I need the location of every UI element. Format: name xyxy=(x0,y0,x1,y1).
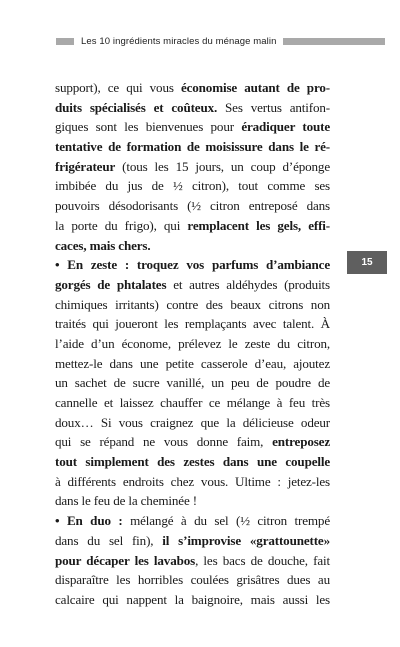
bold-text: • xyxy=(55,513,67,529)
text-line xyxy=(55,551,330,571)
body-text xyxy=(55,78,330,610)
bold-text: entreposez xyxy=(272,434,330,450)
text-run: disparaître les horribles coulées grisâtres dues au xyxy=(55,572,330,588)
text-line xyxy=(55,432,330,452)
text-run: calcaire qui nappent la baignoire, mais aussi les xyxy=(55,591,330,607)
bold-text: il s’improvise «grattounette» xyxy=(162,532,330,548)
header-rule-right xyxy=(283,38,385,45)
text-line xyxy=(55,78,330,98)
text-line xyxy=(55,334,330,354)
text-run: mélangé à du sel (½ citron trempé xyxy=(122,513,330,529)
bold-text: tout simplement des zestes dans une coupelle xyxy=(55,454,330,470)
text-line xyxy=(55,413,330,433)
text-run: à différents endroits chez vous. Ultime : jetez-les xyxy=(55,473,330,489)
text-line xyxy=(55,117,330,137)
text-line xyxy=(55,373,330,393)
text-line xyxy=(55,98,330,118)
text-run: (tous les 15 jours, un coup d’éponge xyxy=(115,158,330,174)
text-line xyxy=(55,491,330,511)
text-line xyxy=(55,393,330,413)
text-run: pouvoirs désodorisants (½ citron entreposé dans xyxy=(55,198,330,214)
text-line xyxy=(55,137,330,157)
bold-text: gorgés de phtalates xyxy=(55,276,167,292)
bold-text: En zeste : troquez vos parfums d’ambiance xyxy=(67,257,330,273)
text-line xyxy=(55,570,330,590)
text-run: la porte du frigo), qui xyxy=(55,217,188,233)
bold-text: caces, mais chers. xyxy=(55,237,151,253)
text-run: Ses vertus antifon- xyxy=(217,99,330,115)
bold-text: éradiquer toute xyxy=(241,119,330,135)
bold-text: duits spécialisés et coûteux. xyxy=(55,99,218,115)
text-line xyxy=(55,157,330,177)
bold-text: frigérateur xyxy=(55,158,116,174)
text-run: l’aide d’un économe, prélevez le zeste du citron, xyxy=(55,335,330,351)
bold-text: • xyxy=(55,257,68,273)
bold-text: économise autant de pro- xyxy=(180,80,330,95)
text-line xyxy=(55,295,330,315)
bold-text: tentative de formation de moisissure dans le ré- xyxy=(55,139,330,155)
text-run: traités qui joueront les remplaçants avec talent. À xyxy=(55,316,330,332)
running-header xyxy=(56,34,385,48)
bold-text: remplacent les gels, effi- xyxy=(187,217,330,233)
text-line xyxy=(55,452,330,472)
text-line xyxy=(55,590,330,610)
text-run: support), ce qui vous xyxy=(55,80,181,95)
text-line xyxy=(55,196,330,216)
text-run: imbibée du jus de ½ citron), tout comme ses xyxy=(55,178,330,194)
text-run: dans du sel fin), xyxy=(55,532,163,548)
text-line xyxy=(55,314,330,334)
text-run: doux… Si vous craignez que la délicieuse odeur xyxy=(55,414,330,430)
text-line xyxy=(55,216,330,236)
bold-text: En duo : xyxy=(66,513,123,529)
text-run: mettez-le dans une petite casserole d’eau, ajoutez xyxy=(55,355,330,371)
header-rule-left xyxy=(56,38,74,45)
text-line xyxy=(55,255,330,275)
text-line xyxy=(55,511,330,531)
text-run: chimiques irritants) contre des beaux citrons non xyxy=(55,296,330,312)
running-title: Les 10 ingrédients miracles du ménage malin xyxy=(81,35,277,47)
text-run: qui se répand ne vous donne faim, xyxy=(55,434,273,450)
text-line xyxy=(55,354,330,374)
bold-text: pour décaper les lavabos xyxy=(55,552,196,568)
page-number-tab xyxy=(347,251,387,274)
text-line xyxy=(55,236,330,256)
text-run: cannelle et laissez chauffer ce mélange à feu très xyxy=(55,395,330,410)
text-run: et autres aldéhydes (produits xyxy=(166,276,330,292)
text-line xyxy=(55,275,330,295)
text-run: , les bacs de douche, fait xyxy=(195,552,330,568)
text-line xyxy=(55,531,330,551)
text-run: dans le feu de la cheminée ! xyxy=(55,493,197,509)
text-line xyxy=(55,472,330,492)
text-line xyxy=(55,176,330,196)
text-run: un sachet de sucre vanillé, un peu de poudre de xyxy=(55,375,330,391)
text-run: giques sont les bienvenues pour xyxy=(55,119,242,135)
page-number: 15 xyxy=(361,257,373,268)
